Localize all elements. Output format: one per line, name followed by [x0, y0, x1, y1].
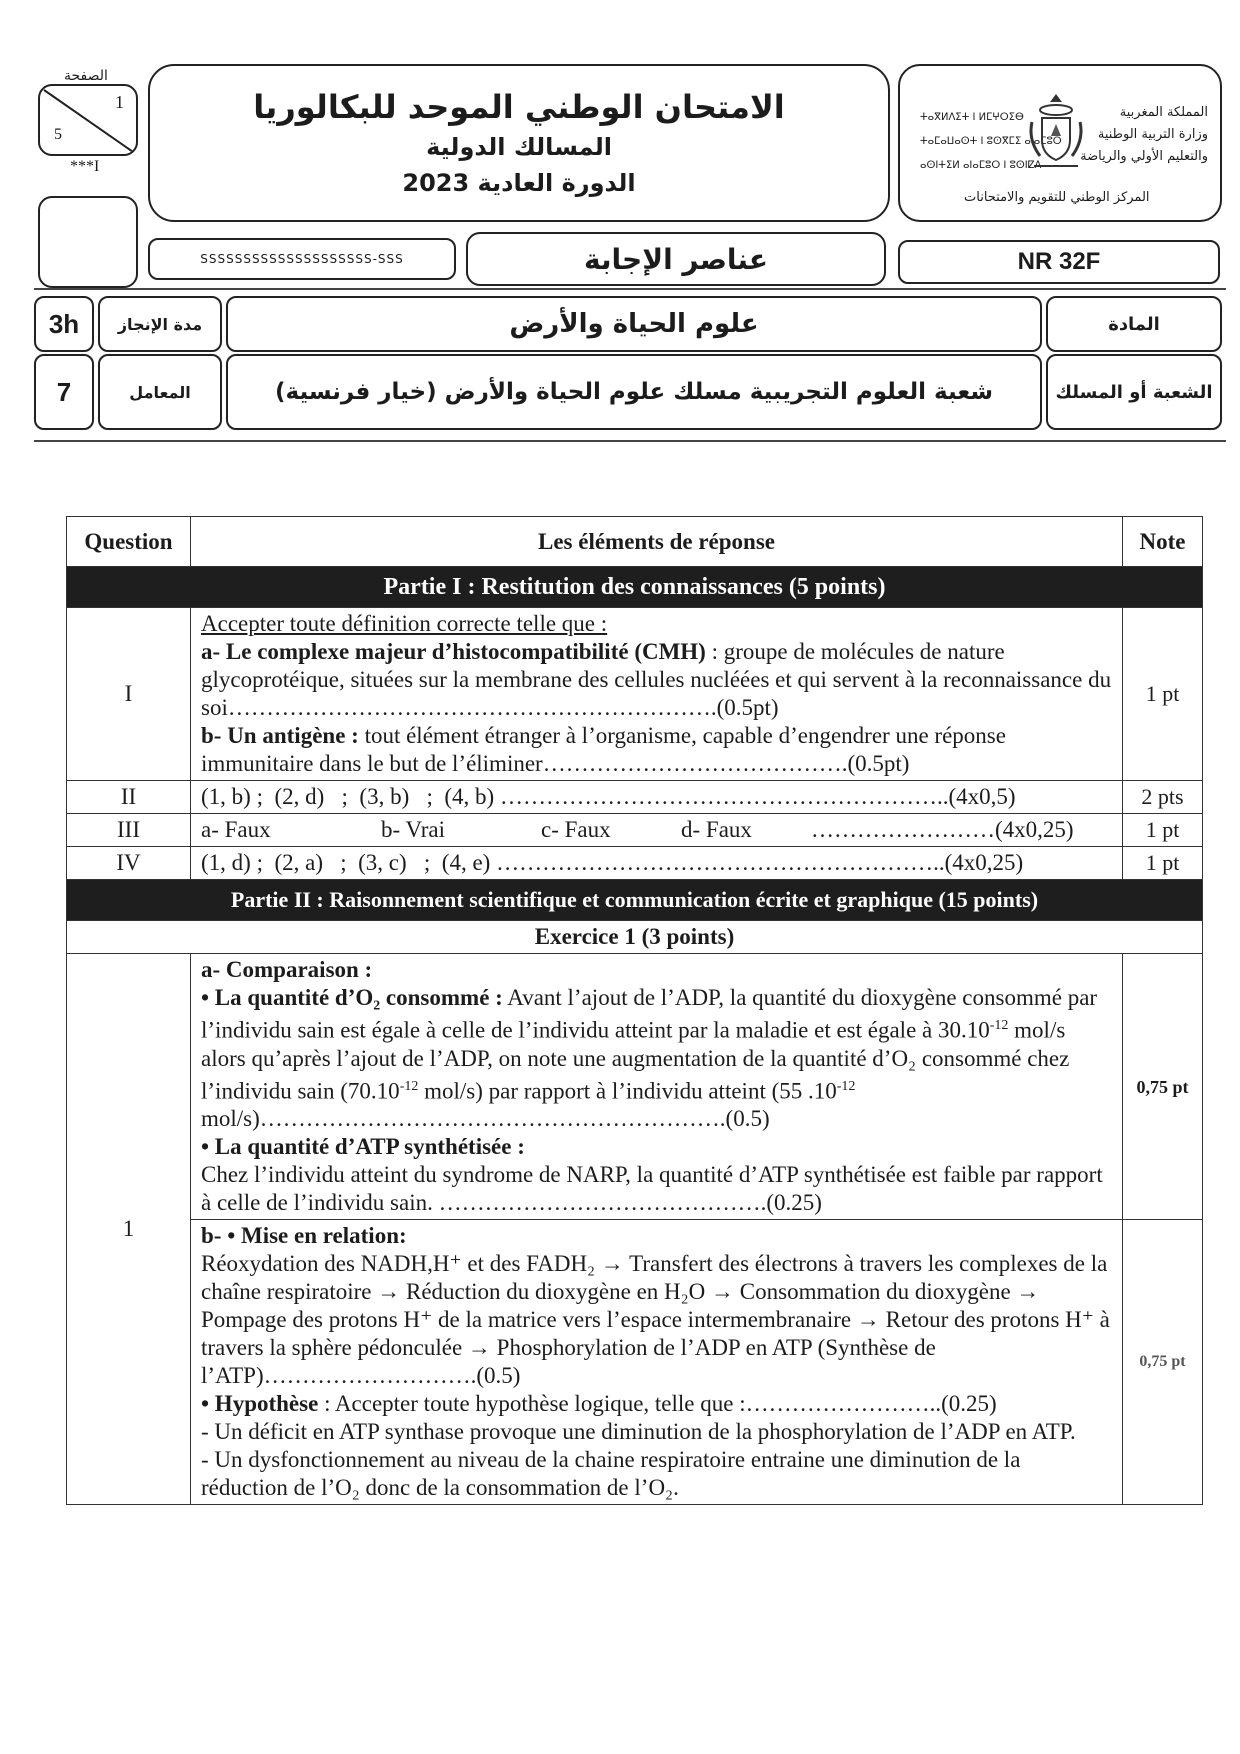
ex1-hyp1: - Un déficit en ATP synthase provoque une diminution de la phosphorylation de l’ADP en ATP. — [201, 1419, 1076, 1445]
note-value: 2 pts — [1123, 781, 1203, 814]
ex1-b-title: b- • Mise en relation: — [201, 1223, 407, 1249]
answer-cell — [191, 1220, 1123, 1505]
code-serial-box — [148, 238, 456, 280]
table-header-row — [67, 517, 1203, 567]
coef-label-box — [98, 354, 222, 430]
session: الدورة العادية 2023 — [402, 169, 636, 197]
ex1-a-title: a- Comparaison : — [201, 957, 373, 982]
duration-value: 3h — [48, 308, 80, 339]
ex1-b-text: Réoxydation des NADH,H⁺ et des FADH₂ → Transfert des électrons à travers les complexes de la chaîne respiratoire → Réduction du dioxygène en H₂O → Consommation du dioxygène → Pompage des protons H⁺ de la matrice vers l’espace intermembranaire → Retour des protons H⁺ à travers la sphère pédonculée → Phosphorylation de l’ADP en ATP (Synthèse de l’ATP)……………………….(0.5) — [201, 1251, 1110, 1389]
question-label: III — [67, 814, 191, 847]
ex1-o2: • La quantité d’O₂ consommé : Avant l’ajout de l’ADP, la quantité du dioxygène consommé par l’individu sain est égale à celle de l’individu atteint par la maladie et est égale à $30.10^{-12}$ mol/s alors qu’après l’ajout de l’ADP, on note une augmentation de la quantité d’O₂ consommé chez l’individu sain ($70.10^{-12}$ mol/s) par rapport à l’individu atteint (55 $.10^{-12}$ mol/s)…………………………………………………….(0.5) — [201, 985, 1098, 1132]
answer-cell: (1, d) ; (2, a) ; (3, c) ; (4, e) …………………………………………………..(4x0,25) — [191, 847, 1123, 880]
col-question: Question — [67, 517, 191, 567]
col-elements: Les éléments de réponse — [191, 517, 1123, 567]
subject-box — [226, 296, 1042, 352]
track: المسالك الدولية — [426, 133, 612, 161]
exam-code: NR 32F — [1017, 248, 1101, 275]
page-total: 5 — [54, 126, 62, 143]
answer-cell — [191, 608, 1123, 781]
answer-cell: (1, b) ; (2, d) ; (3, b) ; (4, b) …………………………………………………..(4x0,5) — [191, 781, 1123, 814]
ministry-center: المركز الوطني للتقويم والامتحانات — [964, 190, 1150, 205]
table-row — [67, 814, 1203, 847]
table-row — [67, 1220, 1203, 1505]
q1-b: b- Un antigène : tout élément étranger à l’organisme, capable d’engendrer une réponse immunitaire dans le but de l’éliminer………………………………….(0.5pt) — [201, 723, 1006, 776]
stars-mark: ***I — [70, 158, 100, 175]
coef-value: 7 — [56, 376, 72, 407]
ex1-atp-title: • La quantité d’ATP synthétisée : — [201, 1134, 525, 1160]
answer-cell — [191, 954, 1123, 1220]
coef-label: المعامل — [129, 382, 191, 402]
note-value: 0,75 pt — [1123, 1220, 1203, 1505]
duration-value-box — [34, 296, 94, 352]
coat-of-arms-icon — [1024, 88, 1088, 176]
note-value: 1 pt — [1123, 847, 1203, 880]
branch-label-box — [1046, 354, 1222, 430]
table-row — [67, 847, 1203, 880]
note-value: 0,75 pt — [1123, 954, 1203, 1220]
table-row — [67, 781, 1203, 814]
question-label: II — [67, 781, 191, 814]
q1-intro: Accepter toute définition correcte telle que : — [201, 611, 608, 636]
ex1-atp: Chez l’individu atteint du syndrome de NARP, la quantité d’ATP synthétisée est faible par rapport à celle de l’individu sain. …………………………………….(0.25) — [201, 1162, 1103, 1216]
table-row — [67, 954, 1203, 1220]
part2-title: Partie II : Raisonnement scientifique et communication écrite et graphique (15 points) — [67, 880, 1203, 921]
branch: شعبة العلوم التجريبية مسلك علوم الحياة والأرض (خيار فرنسية) — [275, 379, 993, 405]
col-note: Note — [1123, 517, 1203, 567]
ministry-tifinagh: ⵜⴰⴳⵍⴷⵉⵜ ⵏ ⵍⵎⵖⵔⵉⴱ ⵜⴰⵎⴰⵡⴰⵙⵜ ⵏ ⵓⵙⴳⵎⵉ ⴰⵏⴰⵎⵓⵔ ⴰⵙⵏⵜⵉⵍ ⴰⵏⴰⵎⵓⵔ ⵏ ⵓⵙⵏⵇⴷ — [920, 112, 1062, 171]
answer-table — [66, 516, 1203, 1505]
branch-label: الشعبة أو المسلك — [1055, 381, 1213, 403]
q1-a: a- Le complexe majeur d’histocompatibilité (CMH) : groupe de molécules de nature glycoprotéique, situées sur la membrane des cellules nucléées et qui servent à la reconnaissance du soi……………………………………………………….(0.5pt) — [201, 639, 1112, 720]
answer-cell: a- Faux b- Vrai c- Faux d- Faux ……………………(4x0,25) — [191, 814, 1123, 847]
exercise-row — [67, 921, 1203, 954]
exam-code-box — [898, 240, 1220, 284]
subject: علوم الحياة والأرض — [509, 309, 759, 339]
duration-label-box — [98, 296, 222, 352]
blank-box — [38, 196, 138, 288]
title-box — [148, 64, 890, 222]
exercise1-title: Exercice 1 (3 points) — [67, 921, 1203, 954]
ex1-hyp2: - Un dysfonctionnement au niveau de la chaine respiratoire entraine une diminution de la réduction de l’O₂ donc de la consommation de l’O₂. — [201, 1447, 1021, 1501]
question-label: I — [67, 608, 191, 781]
branch-box — [226, 354, 1042, 430]
exam-title: الامتحان الوطني الموحد للبكالوريا — [253, 88, 785, 126]
ex1-hypothesis: • Hypothèse : Accepter toute hypothèse logique, telle que :……………………..(0.25) — [201, 1391, 997, 1417]
subject-label-box — [1046, 296, 1222, 352]
table-row — [67, 608, 1203, 781]
part1-row — [67, 567, 1203, 608]
subject-label: المادة — [1108, 313, 1160, 335]
duration-label: مدة الإنجاز — [117, 314, 203, 334]
page-number: 1 — [115, 92, 124, 112]
part1-title: Partie I : Restitution des connaissances (5 points) — [67, 567, 1203, 608]
page-label: الصفحة — [64, 68, 108, 84]
note-value: 1 pt — [1123, 814, 1203, 847]
part2-row — [67, 880, 1203, 921]
ministry-arabic: المملكة المغربية وزارة التربية الوطنية والتعليم الأولي والرياضة — [1080, 105, 1208, 164]
answer-elements: عناصر الإجابة — [584, 242, 768, 276]
note-value: 1 pt — [1123, 608, 1203, 781]
answer-elements-box — [466, 232, 886, 286]
code-serial: SSSSSSSSSSSSSSSSSSSS-SSS — [200, 252, 404, 266]
question-label: IV — [67, 847, 191, 880]
coef-value-box — [34, 354, 94, 430]
page-number-box — [38, 84, 138, 156]
question-label: 1 — [67, 954, 191, 1505]
